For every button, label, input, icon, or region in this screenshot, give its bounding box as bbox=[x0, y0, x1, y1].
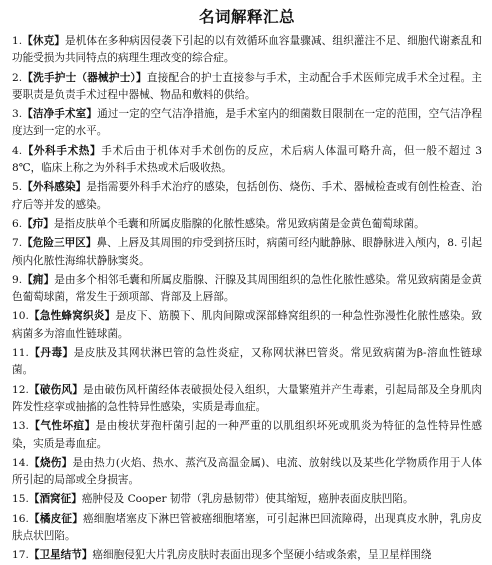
entry-number: 16. bbox=[12, 512, 29, 525]
entry-number: 15. bbox=[12, 493, 29, 506]
entry-definition: 是机体在多种病因侵袭下引起的以有效循环血容量骤减、组织灌注不足、细胞代谢紊乱和功能受损为共同特点的病理生理改变的综合症。 bbox=[12, 35, 483, 65]
entry-number: 5. bbox=[12, 181, 23, 194]
entry-term: 【急性蜂窝织炎】 bbox=[28, 310, 116, 323]
entry-term: 【外科感染】 bbox=[22, 181, 87, 194]
glossary-entry bbox=[12, 33, 482, 68]
glossary-entry bbox=[12, 272, 482, 307]
glossary-entry bbox=[12, 106, 482, 141]
entry-definition: 通过一定的空气洁净措施，是手术室内的细菌数目限制在一定的范围，空气洁净程度达到一定的水平。 bbox=[12, 108, 482, 138]
entry-term: 【痈】 bbox=[22, 273, 55, 286]
entry-term: 【洁净手术室】 bbox=[22, 108, 98, 121]
entry-number: 1. bbox=[12, 35, 23, 47]
entry-number: 13. bbox=[12, 420, 29, 433]
entry-definition: 是皮下、筋膜下、肌肉间隙或深部蜂窝组织的一种急性弥漫性化脓性感染。致病菌多为溶血性链球菌。 bbox=[12, 310, 483, 340]
entry-number: 12. bbox=[12, 383, 29, 396]
entry-definition: 鼻、上唇及其周围的疖受到挤压时，病菌可经内眦静脉、眼静脉进入颅内，8. 引起颅内化脓性海绵状静脉窦炎。 bbox=[12, 237, 482, 267]
glossary-entry bbox=[12, 511, 482, 546]
entry-number: 4. bbox=[12, 144, 23, 157]
glossary-entry bbox=[12, 418, 482, 453]
entry-number: 10. bbox=[12, 310, 29, 323]
entry-number: 11. bbox=[12, 347, 29, 360]
glossary-entry bbox=[12, 70, 482, 105]
page-title: 名词解释汇总 bbox=[198, 8, 295, 26]
entry-definition: 直接配合的护士直接参与手术，主动配合手术医师完成手术全过程。主要职责是负责手术过程中器械、物品和敷料的供给。 bbox=[12, 71, 482, 101]
entry-definition: 癌细胞堵塞皮下淋巴管被癌细胞堵塞，可引起淋巴回流障碍，出现真皮水肿，乳房皮肤点状凹陷。 bbox=[12, 512, 482, 543]
entry-definition: 是由梭状芽孢杆菌引起的一种严重的以肌组织坏死或肌炎为特征的急性特异性感染，实质是毒血症。 bbox=[12, 420, 483, 450]
entry-definition: 是由破伤风杆菌经体表破损处侵入组织，大量繁殖并产生毒素，引起局部及全身肌肉阵发性痉挛或抽搐的急性特异性感染，实质是毒血症。 bbox=[12, 383, 482, 413]
entry-definition: 是由多个相邻毛囊和所属皮脂腺、汗腺及其周围组织的急性化脓性感染。常见致病菌是金黄色葡萄球菌，常发生于颈项部、背部及上唇部。 bbox=[12, 273, 482, 304]
entry-term: 【酒窝征】 bbox=[28, 493, 82, 506]
glossary-list bbox=[12, 33, 482, 565]
entry-number: 17. bbox=[12, 549, 29, 562]
entry-term: 【休克】 bbox=[22, 35, 65, 47]
entry-definition: 癌细胞侵犯大片乳房皮肤时表面出现多个坚硬小结或条索，呈卫星样围绕 bbox=[92, 549, 432, 562]
glossary-entry bbox=[12, 308, 482, 343]
entry-number: 6. bbox=[12, 217, 23, 230]
glossary-entry bbox=[12, 382, 482, 417]
entry-number: 2. bbox=[12, 71, 23, 84]
entry-term: 【丹毒】 bbox=[28, 347, 74, 360]
entry-definition: 是由热力(火焰、热水、蒸汽及高温金属)、电流、放射线以及某些化学物质作用于人体所引起的局部或全身损害。 bbox=[12, 456, 483, 487]
entry-definition: 是皮肤及其网状淋巴管的急性炎症，又称网状淋巴管炎。常见致病菌为β-溶血性链球菌。 bbox=[12, 347, 483, 377]
entry-number: 3. bbox=[12, 108, 23, 121]
glossary-entry bbox=[12, 235, 482, 270]
entry-term: 【卫星结节】 bbox=[28, 549, 93, 562]
glossary-entry bbox=[12, 491, 482, 508]
entry-definition: 是指皮肤单个毛囊和所属皮脂腺的化脓性感染。常见致病菌是金黄色葡萄球菌。 bbox=[53, 217, 425, 230]
entry-term: 【外科手术热】 bbox=[22, 144, 102, 157]
entry-term: 【破伤风】 bbox=[28, 383, 83, 396]
entry-term: 【橘皮征】 bbox=[28, 512, 83, 525]
entry-term: 【烧伤】 bbox=[28, 456, 73, 469]
entry-term: 【危险三甲区】 bbox=[22, 237, 97, 250]
entry-term: 【疖】 bbox=[22, 217, 54, 230]
entry-number: 14. bbox=[12, 456, 29, 469]
glossary-entry bbox=[12, 547, 482, 564]
glossary-entry bbox=[12, 455, 482, 490]
entry-definition: 手术后由于机体对手术创伤的反应，术后病人体温可略升高，但一般不超过 38℃，临床上称之为外科手术热或术后吸收热。 bbox=[12, 144, 483, 175]
entry-definition: 癌肿侵及 Cooper 韧带（乳房悬韧带）使其缩短，癌肿表面皮肤凹陷。 bbox=[81, 493, 414, 506]
glossary-entry bbox=[12, 216, 482, 233]
glossary-entry bbox=[12, 143, 482, 178]
entry-term: 【洗手护士（器械护士）】 bbox=[22, 71, 147, 84]
glossary-entry bbox=[12, 345, 482, 380]
entry-term: 【气性坏疽】 bbox=[28, 420, 96, 433]
entry-definition: 是指需要外科手术治疗的感染，包括创伤、烧伤、手术、器械检查或有创性检查、治疗后等并发的感染。 bbox=[12, 181, 483, 211]
glossary-entry bbox=[12, 179, 482, 214]
entry-number: 9. bbox=[12, 273, 23, 286]
entry-number: 7. bbox=[12, 237, 23, 250]
